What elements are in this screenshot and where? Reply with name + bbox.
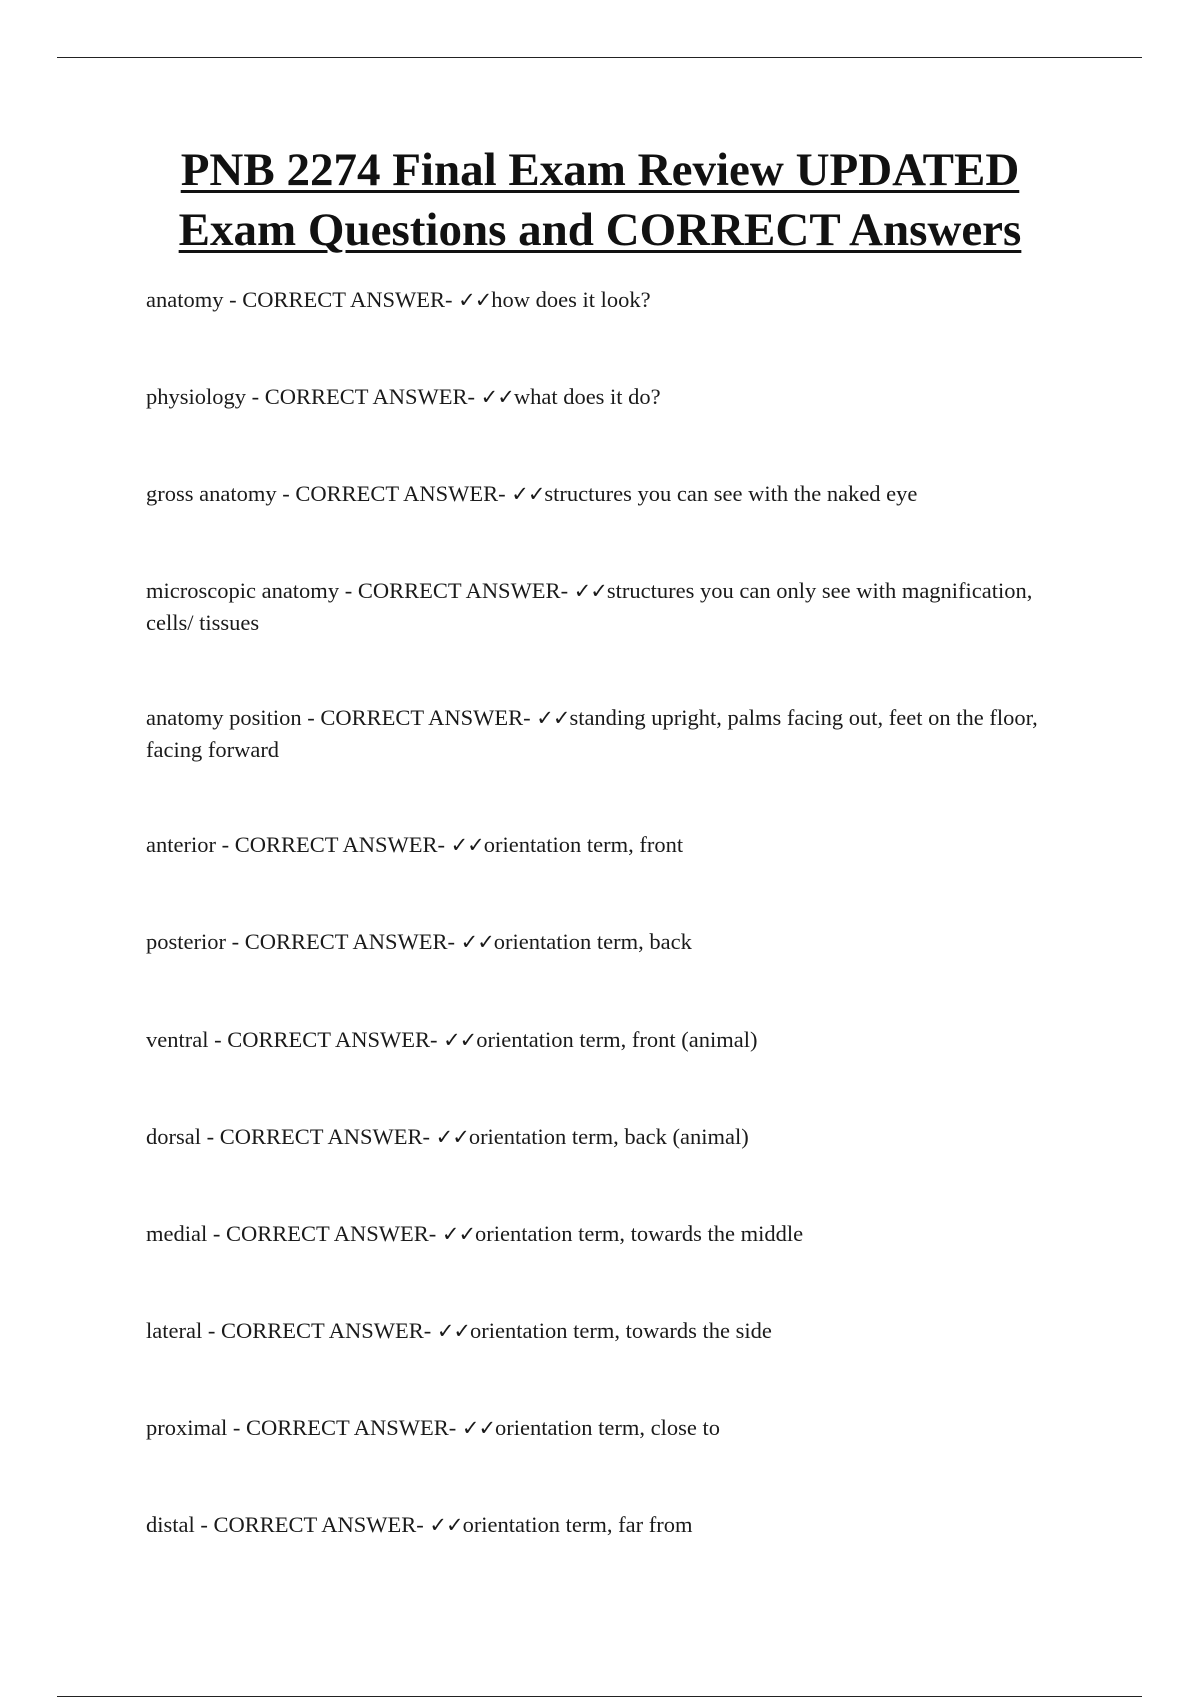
answer: what does it do? — [513, 384, 661, 409]
answer: how does it look? — [491, 287, 651, 312]
qa-item-anatomy-position — [146, 702, 1066, 766]
qa-item-anatomy — [146, 284, 1066, 316]
qa-item-posterior — [146, 926, 1066, 958]
separator: - CORRECT ANSWER- — [208, 1027, 444, 1052]
separator: - CORRECT ANSWER- — [194, 1512, 430, 1537]
title-line-1: PNB 2274 Final Exam Review UPDATED — [180, 144, 1020, 196]
term: proximal — [146, 1415, 228, 1440]
separator: - CORRECT ANSWER- — [276, 481, 512, 506]
qa-item-microscopic-anatomy — [146, 575, 1066, 639]
top-divider — [57, 57, 1142, 58]
term: anterior — [146, 832, 216, 857]
checkmark-icon: ✓✓ — [480, 385, 514, 409]
qa-item-anterior — [146, 829, 1066, 861]
checkmark-icon: ✓✓ — [443, 1028, 477, 1052]
checkmark-icon: ✓✓ — [450, 833, 484, 857]
checkmark-icon: ✓✓ — [436, 1319, 471, 1343]
separator: - CORRECT ANSWER- — [246, 384, 481, 409]
separator: - CORRECT ANSWER- — [207, 1221, 442, 1246]
qa-item-dorsal — [146, 1121, 1066, 1153]
title-line-2: Exam Questions and CORRECT Answers — [178, 204, 1022, 256]
term: physiology — [146, 384, 247, 409]
term: posterior — [146, 929, 226, 954]
term: ventral — [146, 1027, 209, 1052]
checkmark-icon: ✓✓ — [536, 706, 570, 730]
qa-item-gross-anatomy — [146, 478, 1066, 510]
answer: structures you can see with the naked eye — [544, 481, 918, 506]
checkmark-icon: ✓✓ — [511, 482, 545, 506]
term: gross anatomy — [146, 481, 277, 506]
term: distal — [146, 1512, 195, 1537]
answer: standing upright, palms facing out, feet on the floor, facing forward — [146, 705, 1038, 762]
qa-item-proximal — [146, 1412, 1066, 1444]
term: medial — [146, 1221, 208, 1246]
answer: orientation term, far from — [462, 1512, 693, 1537]
answer: orientation term, towards the side — [470, 1318, 772, 1343]
term: lateral — [146, 1318, 203, 1343]
answer: orientation term, back (animal) — [468, 1124, 749, 1149]
qa-item-lateral — [146, 1315, 1066, 1347]
separator: - CORRECT ANSWER- — [202, 1318, 437, 1343]
separator: - CORRECT ANSWER- — [301, 705, 537, 730]
qa-item-ventral — [146, 1024, 1066, 1056]
answer: orientation term, close to — [495, 1415, 720, 1440]
checkmark-icon: ✓✓ — [441, 1222, 476, 1246]
term: microscopic anatomy — [146, 578, 340, 603]
term: dorsal — [146, 1124, 201, 1149]
answer: orientation term, front (animal) — [476, 1027, 758, 1052]
qa-item-medial — [146, 1218, 1066, 1250]
checkmark-icon: ✓✓ — [435, 1125, 469, 1149]
checkmark-icon: ✓✓ — [573, 579, 607, 603]
qa-item-distal — [146, 1509, 1066, 1541]
separator: - CORRECT ANSWER- — [227, 1415, 462, 1440]
checkmark-icon: ✓✓ — [458, 288, 492, 312]
separator: - CORRECT ANSWER- — [339, 578, 574, 603]
separator: - CORRECT ANSWER- — [225, 929, 461, 954]
term: anatomy position — [146, 705, 302, 730]
answer: orientation term, front — [483, 832, 684, 857]
document-title — [0, 140, 1200, 260]
checkmark-icon: ✓✓ — [429, 1513, 463, 1537]
checkmark-icon: ✓✓ — [461, 1416, 496, 1440]
answer: structures you can only see with magnification, cells/ tissues — [146, 578, 1033, 635]
separator: - CORRECT ANSWER- — [201, 1124, 436, 1149]
separator: - CORRECT ANSWER- — [215, 832, 451, 857]
checkmark-icon: ✓✓ — [460, 930, 494, 954]
qa-item-physiology — [146, 381, 1066, 413]
bottom-divider — [57, 1696, 1142, 1697]
answer: orientation term, towards the middle — [475, 1221, 804, 1246]
answer: orientation term, back — [493, 929, 692, 954]
separator: - CORRECT ANSWER- — [223, 287, 459, 312]
term: anatomy — [146, 287, 224, 312]
